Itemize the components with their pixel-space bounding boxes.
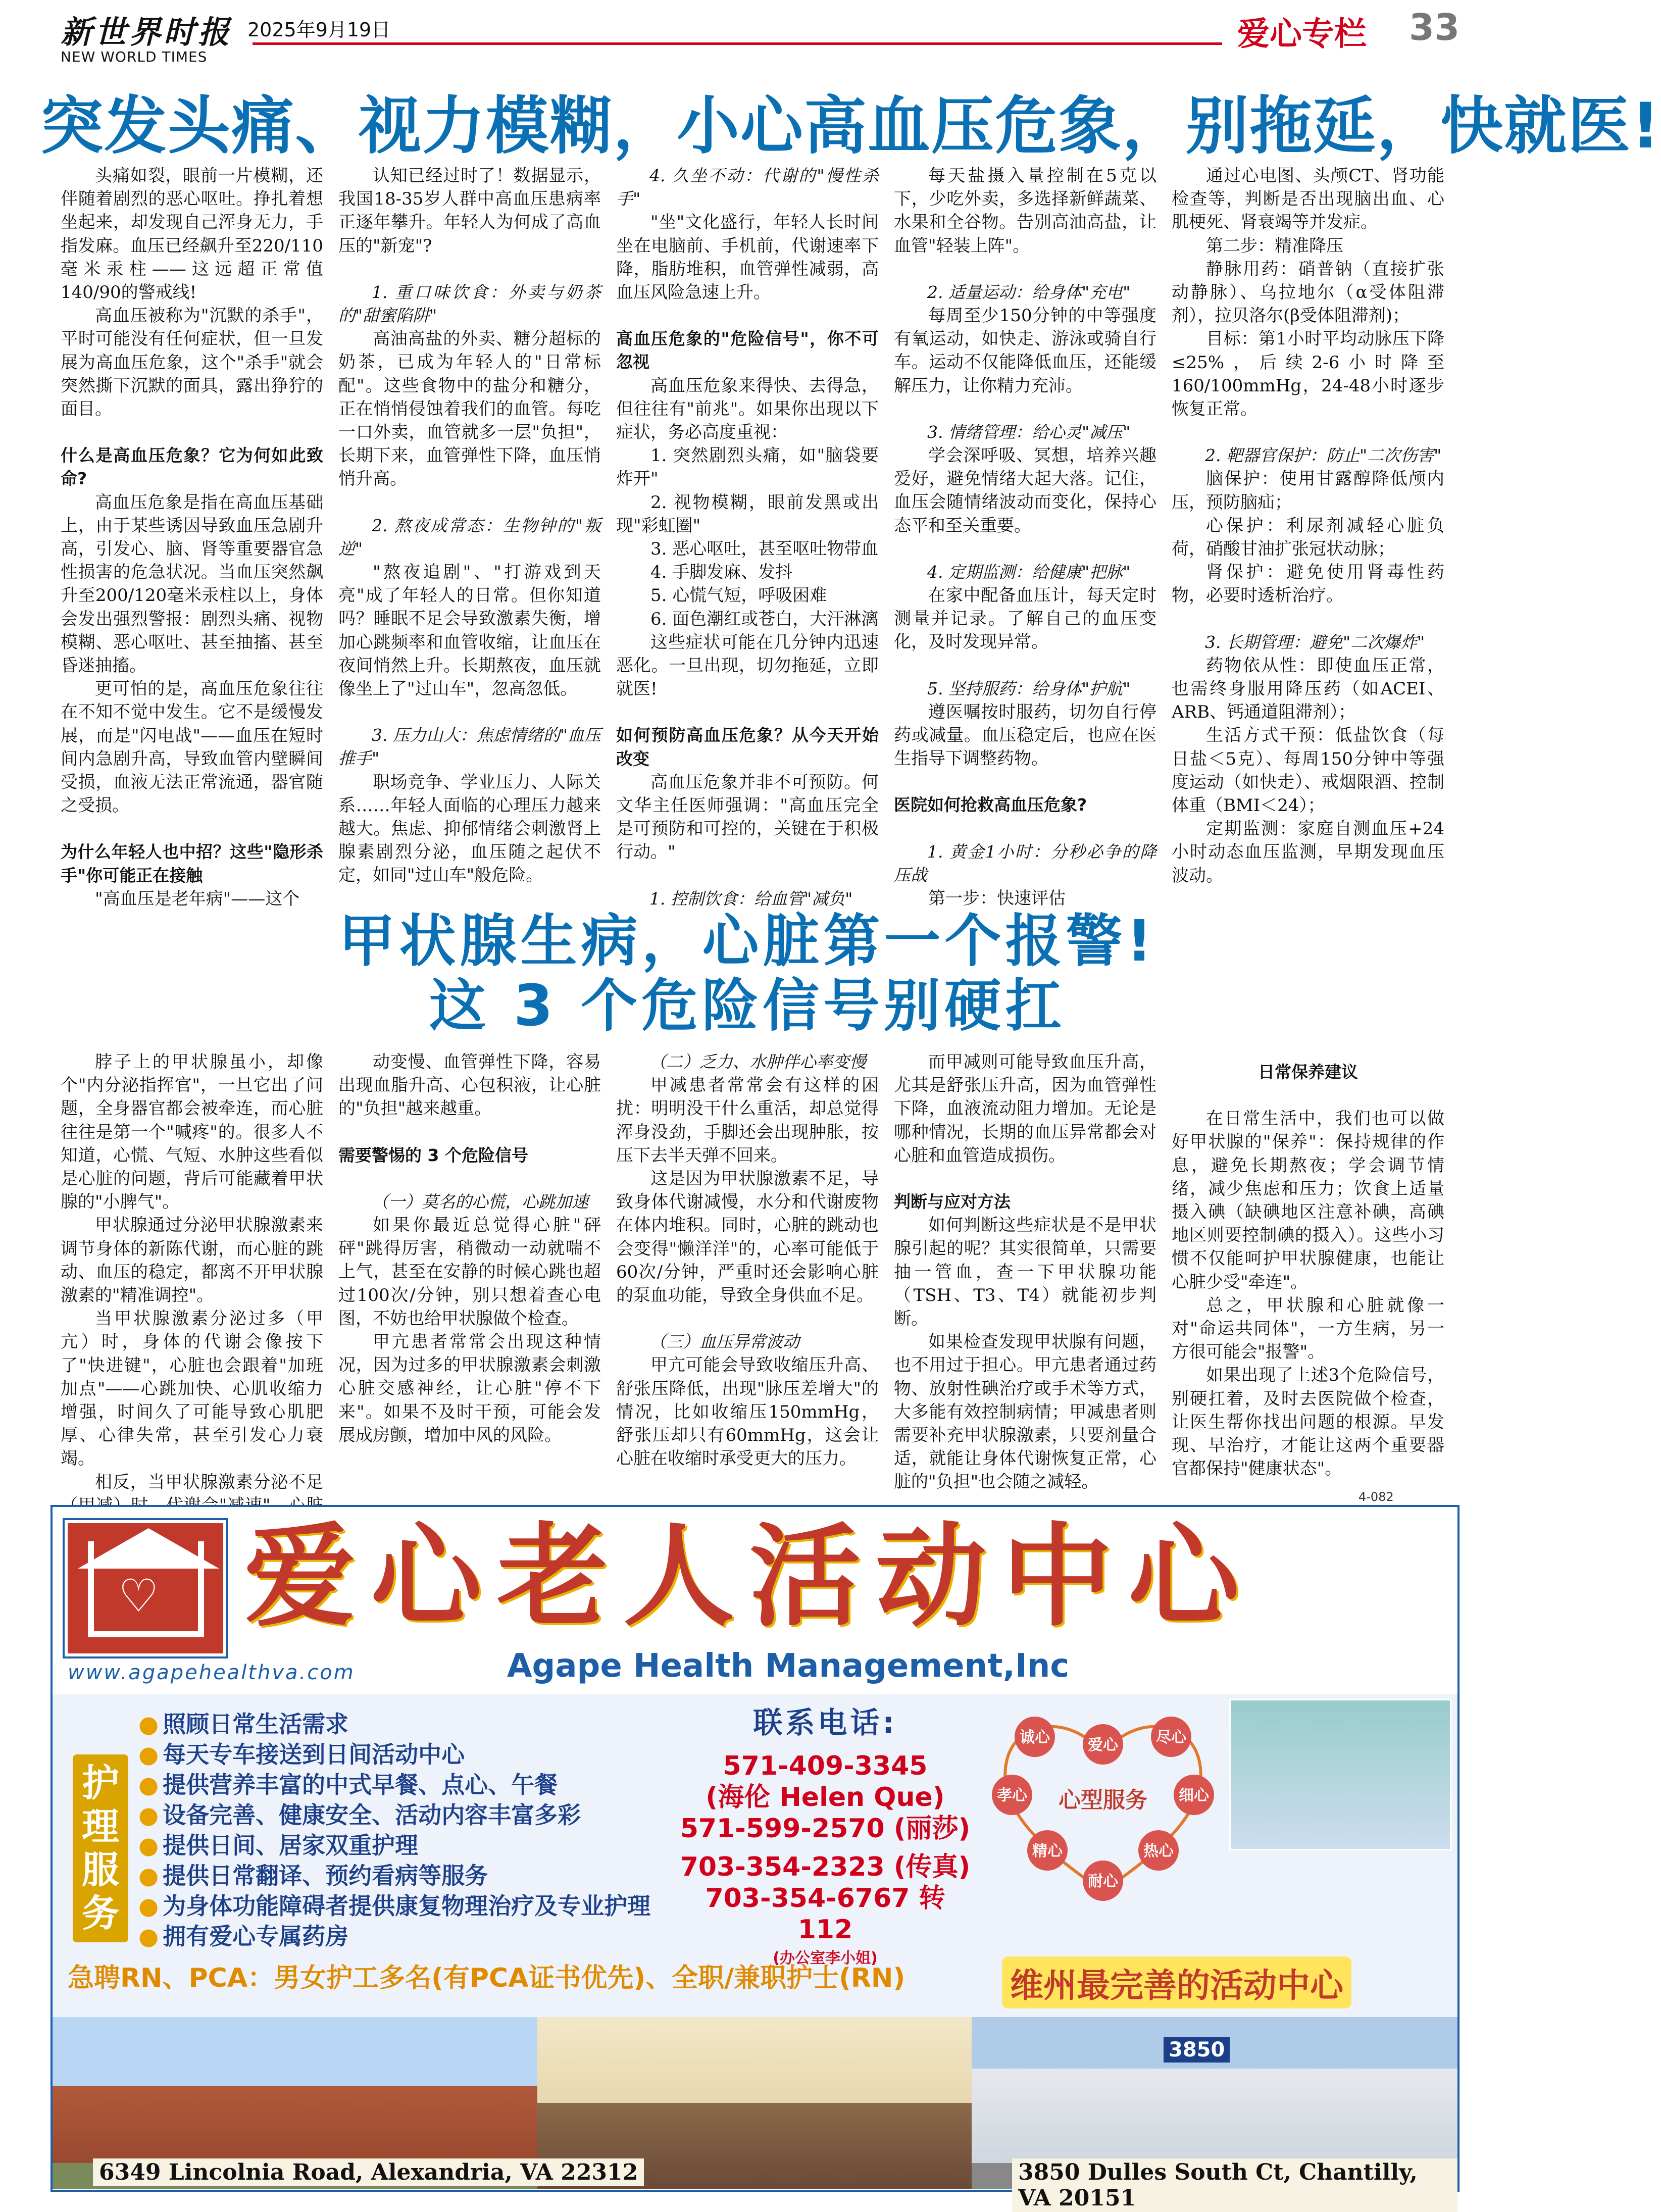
heart-word: 热心 (1143, 1842, 1174, 1860)
subheading: 3. 情绪管理：给心灵"减压" (927, 422, 1131, 442)
paragraph: 如果检查发现甲状腺有问题，也不用过于担心。甲亢患者通过药物、放射性碘治疗或手术等方式，大多能有效控制病情；甲减患者则需要补充甲状腺激素，只要剂量合适，就能让身体代谢恢复正常，心脏的"负担"也会随之减轻。 (894, 1332, 1156, 1492)
subheading: 判断与应对方法 (894, 1192, 1011, 1212)
heart-word: 细心 (1179, 1787, 1209, 1804)
heart-word: 耐心 (1088, 1873, 1118, 1890)
subheading: 1. 黄金1小时：分秒必争的降压战 (894, 841, 1156, 885)
issue-date: 2025年9月19日 (247, 19, 391, 41)
article1-column-2 (338, 164, 601, 887)
paragraph: 这些症状可能在几分钟内迅速恶化。一旦出现，切勿拖延，立即就医! (616, 632, 879, 699)
paragraph: 如何判断这些症状是不是甲状腺引起的呢？其实很简单，只需要抽一管血，查一下甲状腺功能（TSH、T3、T4）就能初步判断。 (894, 1215, 1156, 1329)
paragraph: 更可怕的是，高血压危象往往在不知不觉中发生。它不是缓慢发展，而是"闪电战"——血压在短时间内急剧升高，导致血管内壁瞬间受损，血液无法正常流通，器官随之受损。 (61, 679, 323, 816)
paragraph: 学会深呼吸、冥想，培养兴趣爱好，避免情绪大起大落。记住，血压会随情绪波动而变化，保持心态平和至关重要。 (894, 445, 1156, 536)
paragraph: 脖子上的甲状腺虽小，却像个"内分泌指挥官"，一旦它出了问题，全身器官都会被牵连，而心脏往往是第一个"喊疼"的。很多人不知道，心慌、气短、水肿这些看似是心脏的问题，背后可能藏着甲状腺的"小脾气"。 (61, 1052, 323, 1213)
headline-line-2: 这 3 个危险信号别硬扛 (429, 973, 1066, 1039)
address-alexandria: 6349 Lincolnia Road, Alexandria, VA 22312 (93, 2158, 644, 2186)
paragraph: 甲亢患者常常会出现这种情况，因为过多的甲状腺激素会刺激心脏交感神经，让心脏"停不下来"。如果不及时干预，可能会发展成房颤，增加中风的风险。 (338, 1332, 601, 1445)
paragraph: "高血压是老年病"——这个 (95, 888, 300, 909)
paragraph: 生活方式干预：低盐饮食（每日盐＜5克）、每周150分钟中等强度运动（如快走）、戒烟限酒、控制体重（BMI＜24）； (1172, 725, 1444, 816)
advertisement (51, 1505, 1459, 2211)
section-name: 爱心专栏 (1237, 16, 1367, 53)
paragraph: 如果你最近总觉得心脏"砰砰"跳得厉害，稍微动一动就喘不上气，甚至在安静的时候心跳也超过100次/分钟，别只想着查心电图，不妨也给甲状腺做个检查。 (338, 1215, 601, 1329)
heart-icon: ♡ (118, 1570, 159, 1623)
paragraph: 相反，当甲状腺激素分泌不足 (95, 1472, 323, 1492)
subheading: 2. 靶器官保护：防止"二次伤害" (1205, 445, 1442, 466)
ad-header (53, 1507, 1457, 1658)
article2-column-5 (1172, 1050, 1444, 1480)
service-item: ● 为身体功能障碍者提供康复物理治疗及专业护理 (138, 1891, 650, 1921)
list-item: 6. 面色潮红或苍白，大汗淋漓 (650, 609, 879, 629)
paragraph: 第一步：快速评估 (928, 888, 1066, 909)
heart-word: 孝心 (997, 1787, 1027, 1804)
paragraph: 甲状腺通过分泌甲状腺激素来调节身体的新陈代谢，而心脏的跳动、血压的稳定，都离不开甲状腺激素的"精准调控"。 (61, 1215, 323, 1306)
contact-block (674, 1699, 977, 1968)
list-item: 3. 恶心呕吐，甚至呕吐物带血 (650, 539, 879, 560)
paragraph: 高血压危象是指在高血压基础上，由于某些诱因导致血压急剧升高，引发心、脑、肾等重要器官急性损害的危急状况。当血压突然飙升至200/120毫米汞柱以上，身体会发出强烈警报：剧烈头痛、视物模糊、恶心呕吐、甚至抽搐、甚至昏迷抽搐。 (61, 492, 323, 676)
address-chantilly: 3850 Dulles South Ct, Chantilly, VA 20151 (1012, 2158, 1457, 2212)
paragraph: 这是因为甲状腺激素不足，导致身体代谢减慢，水分和代谢废物在体内堆积。同时，心脏的跳动也会变得"懒洋洋"的，心率可能低于60次/分钟，严重时还会影响心脏的泵血功能，导致全身供血不足。 (616, 1169, 879, 1306)
service-item: ● 每天专车接送到日间活动中心 (138, 1739, 650, 1770)
paragraph: 动变慢、血管弹性下降，容易出现血脂升高、心包积液，让心脏的"负担"越来越重。 (338, 1052, 601, 1119)
paragraph: 职场竞争、学业压力、人际关系……年轻人面临的心理压力越来越大。焦虑、抑郁情绪会刺激肾上腺素剧烈分泌，血压随之起伏不定，如同"过山车"般危险。 (338, 772, 601, 886)
paragraph: 高血压被称为"沉默的杀手"，平时可能没有任何症状，但一旦发展为高血压危象，这个"杀手"就会突然撕下沉默的面具，露出狰狞的面目。 (61, 306, 323, 420)
paragraph: 高油高盐的外卖、糖分超标的奶茶，已成为年轻人的"日常标配"。这些食物中的盐分和糖分，正在悄悄侵蚀着我们的血管。每吃一口外卖，血管就多一层"负担"，长期下来，血管弹性下降，血压悄悄升高。 (338, 329, 601, 489)
paragraph: "坐"文化盛行，年轻人长时间坐在电脑前、手机前，代谢速率下降，脂肪堆积，血管弹性减弱，高血压风险急速上升。 (616, 212, 879, 303)
heart-word: 爱心 (1088, 1736, 1118, 1754)
subheading: 需要警惕的 3 个危险信号 (338, 1145, 528, 1165)
subheading: 医院如何抢救高血压危象? (894, 795, 1087, 815)
article2-column-3 (616, 1050, 879, 1470)
headline-line-1: 甲状腺生病，心脏第一个报警! (338, 909, 1156, 974)
paragraph: 通过心电图、头颅CT、肾功能检查等，判断是否出现脑出血、心肌梗死、肾衰竭等并发症。 (1172, 166, 1444, 233)
paragraph: 每周至少150分钟的中等强度有氧运动，如快走、游泳或骑自行车。运动不仅能降低血压，还能缓解压力，让你精力充沛。 (894, 306, 1156, 396)
article1-column-5 (1172, 164, 1444, 887)
subheading: 1. 重口味饮食：外卖与奶茶的"甜蜜陷阱" (338, 282, 601, 326)
subheading: 3. 长期管理：避免"二次爆炸" (1205, 632, 1425, 652)
subheading: 什么是高血压危象？它为何如此致命? (61, 445, 323, 489)
paragraph: 第二步：精准降压 (1206, 235, 1343, 256)
service-item: ● 提供营养丰富的中式早餐、点心、午餐 (138, 1770, 650, 1800)
service-item: ● 设备完善、健康安全、活动内容丰富多彩 (138, 1800, 650, 1830)
paragraph: 药物依从性：即使血压正常，也需终身服用降压药（如ACEI、ARB、钙通道阻滞剂）； (1172, 655, 1444, 723)
activity-photo (1229, 1699, 1451, 1850)
phone-contact-name: (海伦 Helen Que) (706, 1782, 945, 1813)
list-item: 2. 视物模糊，眼前发黑或出现"彩虹圈" (616, 492, 879, 536)
service-item: ● 照顾日常生活需求 (138, 1709, 650, 1739)
list-item: 1. 突然剧烈头痛，如"脑袋要炸开" (616, 445, 879, 489)
heart-word: 尽心 (1156, 1729, 1186, 1746)
paragraph: 认知已经过时了！数据显示，我国18-35岁人群中高血压患病率正逐年攀升。年轻人为何成了高血压的"新宠"? (338, 166, 601, 256)
article2-column-4 (894, 1050, 1156, 1494)
subheading: 2. 适量运动：给身体"充电" (927, 282, 1131, 302)
phone-number[interactable]: 571-599-2570 (丽莎) (680, 1814, 971, 1844)
paragraph: 在家中配备血压计，每天定时测量并记录。了解自己的血压变化，及时发现异常。 (894, 585, 1156, 652)
recruitment-notice: 急聘RN、PCA：男女护工多名(有PCA证书优先)、全职/兼职护士(RN) (68, 1963, 905, 1993)
paragraph: 每天盐摄入量控制在5克以下，少吃外卖，多选择新鲜蔬菜、水果和全谷物。告别高油高盐，让血管"轻装上阵"。 (894, 166, 1156, 256)
article1-column-1 (61, 164, 323, 911)
heart-center-label: 心型服务 (1059, 1787, 1147, 1813)
phone-number[interactable]: 571-409-3345 (723, 1751, 928, 1781)
subheading: 4. 定期监测：给健康"把脉" (927, 562, 1131, 582)
house-heart-logo-icon (65, 1520, 226, 1656)
ad-website-link[interactable]: www.agapehealthva.com (68, 1661, 355, 1684)
heart-word: 精心 (1032, 1842, 1063, 1860)
subheading: 4. 久坐不动：代谢的"慢性杀手" (616, 166, 879, 209)
paragraph: 高血压危象来得快、去得急，但往往有"前兆"。如果你出现以下症状，务必高度重视： (616, 375, 879, 443)
ad-slogan: 维州最完善的活动中心 (1002, 1956, 1351, 2008)
paragraph: 心保护：利尿剂减轻心脏负荷，硝酸甘油扩张冠状动脉； (1172, 515, 1444, 560)
service-item: ● 提供日间、居家双重护理 (138, 1830, 650, 1861)
paragraph: 甲亢可能会导致收缩压升高、舒张压降低，出现"脉压差增大"的情况，比如收缩压150mmHg，舒张压却只有60mmHg，这会让心脏在收缩时承受更大的压力。 (616, 1355, 879, 1469)
subheading: （一）莫名的心慌，心跳加速 (372, 1191, 588, 1212)
paragraph: 甲减患者常常会有这样的困扰：明明没干什么重活，却总觉得浑身没劲，手脚还会出现肿胀，按压下去半天弹不回来。 (616, 1075, 879, 1166)
building-sign: 3850 (1164, 2037, 1230, 2063)
paragraph: 在日常生活中，我们也可以做好甲状腺的"保养"：保持规律的作息，避免长期熬夜；学会调节情绪，减少焦虑和压力；饮食上适量摄入碘（缺碘地区注意补碘，高碘地区则要控制碘的摄入）。这些小习惯不仅能呵护甲状腺健康，也能让心脏少受"牵连"。 (1172, 1109, 1444, 1292)
header-rule (253, 42, 1222, 45)
article1-column-4 (894, 164, 1156, 910)
paragraph: 头痛如裂，眼前一片模糊，还伴随着剧烈的恶心呕吐。挣扎着想坐起来，却发现自己浑身无力，手指发麻。血压已经飙升至220/110毫米汞柱——这远超正常值140/90的警戒线! (61, 166, 323, 303)
subheading: 日常保养建议 (1258, 1062, 1358, 1082)
service-item: ● 拥有爱心专属药房 (138, 1921, 650, 1951)
paragraph: 定期监测：家庭自测血压+24小时动态血压监测，早期发现血压波动。 (1172, 819, 1444, 886)
service-item: ● 提供日常翻译、预约看病等服务 (138, 1861, 650, 1891)
paragraph: 如果出现了上述3个危险信号，别硬扛着，及时去医院做个检查，让医生帮你找出问题的根源。早发现、早治疗，才能让这两个重要器官都保持"健康状态"。 (1172, 1365, 1444, 1479)
contact-heading: 联系电话: (753, 1705, 897, 1740)
subheading: 为什么年轻人也中招？这些"隐形杀手"你可能正在接触 (61, 842, 323, 885)
subheading: 高血压危象的"危险信号"，你不可忽视 (616, 329, 879, 372)
paper-name: 新世界时报 (61, 14, 233, 51)
paragraph: "熬夜追剧"、"打游戏到天亮"成了年轻人的日常。但你知道吗？睡眠不足会导致激素失衡，增加心跳频率和血管收缩，让血压在夜间悄然上升。长期熬夜，血压就像坐上了"过山车"，忽高忽低。 (338, 562, 601, 699)
paragraph: 总之，甲状腺和心脏就像一对"命运共同体"，一方生病，另一方很可能会"报警"。 (1172, 1295, 1444, 1363)
page-number: 33 (1409, 6, 1460, 48)
ad-title-english: Agape Health Management,Inc (507, 1647, 1070, 1685)
paragraph: 当甲状腺激素分泌过多（甲亢）时，身体的代谢会像按下了"快进键"，心脏也会跟着"加班加点"——心跳加快、心肌收缩力增强，时间久了可能导致心肌肥厚、心律失常，甚至引发心力衰竭。 (61, 1309, 323, 1469)
article1-column-3 (616, 164, 879, 911)
ad-title-chinese: 爱心老人活动中心 (244, 1511, 1255, 1641)
masthead (0, 0, 1498, 68)
subheading: 如何预防高血压危象？从今天开始改变 (616, 725, 879, 769)
article2-column-1 (61, 1050, 323, 1540)
paragraph: 遵医嘱按时服药，切勿自行停药或减量。血压稳定后，也应在医生指导下调整药物。 (894, 701, 1156, 769)
paragraph: 静脉用药：硝普钠（直接扩张动静脉）、乌拉地尔（α受体阻滞剂），拉贝洛尔(β受体阻滞剂)； (1172, 259, 1444, 326)
paragraph: 目标：第1小时平均动脉压下降≤25%，后续2-6小时降至160/100mmHg，24-48小时逐步恢复正常。 (1172, 329, 1444, 420)
subheading: 3. 压力山大：焦虑情绪的"血压推手" (338, 725, 601, 769)
paragraph: 脑保护：使用甘露醇降低颅内压，预防脑疝； (1172, 469, 1444, 513)
list-item: 5. 心慌气短，呼吸困难 (650, 585, 827, 606)
list-item: 4. 手脚发麻、发抖 (650, 562, 793, 583)
subheading: 2. 熬夜成常态：生物钟的"叛逆" (338, 515, 601, 559)
phone-number[interactable]: 703-354-6767 转 112 (705, 1883, 945, 1945)
subheading: （二）乏力、水肿伴心率变慢 (649, 1052, 866, 1072)
subheading: 1. 控制饮食：给血管"减负" (649, 888, 853, 909)
paragraph: 肾保护：避免使用肾毒性药物，必要时透析治疗。 (1172, 562, 1444, 606)
article2-column-2 (338, 1050, 601, 1447)
paragraph: 而甲减则可能导致血压升高，尤其是舒张压升高，因为血管弹性下降，血液流动阻力增加。无论是哪种情况，长期的血压异常都会对心脏和血管造成损伤。 (894, 1052, 1156, 1166)
service-label: 护理服务 (73, 1754, 128, 1942)
phone-note: (办公室李小姐) (773, 1949, 878, 1967)
subheading: 5. 坚持服药：给身体"护航" (927, 678, 1131, 698)
fax-number[interactable]: 703-354-2323 (传真) (680, 1852, 971, 1882)
heart-word: 诚心 (1020, 1729, 1050, 1746)
service-list (138, 1709, 650, 1951)
paper-name-en: NEW WORLD TIMES (61, 48, 208, 65)
paragraph: 高血压危象并非不可预防。何文华主任医师强调："高血压完全是可预防和可控的，关键在于积极行动。" (616, 772, 879, 863)
article1-headline: 突发头痛、视力模糊，小心高血压危象，别拖延，快就医! (40, 90, 1661, 163)
subheading: （三）血压异常波动 (649, 1332, 799, 1352)
heart-service-diagram (987, 1699, 1219, 1911)
article2-headline (283, 909, 1212, 1038)
ad-code: 4-082 (1358, 1490, 1394, 1504)
